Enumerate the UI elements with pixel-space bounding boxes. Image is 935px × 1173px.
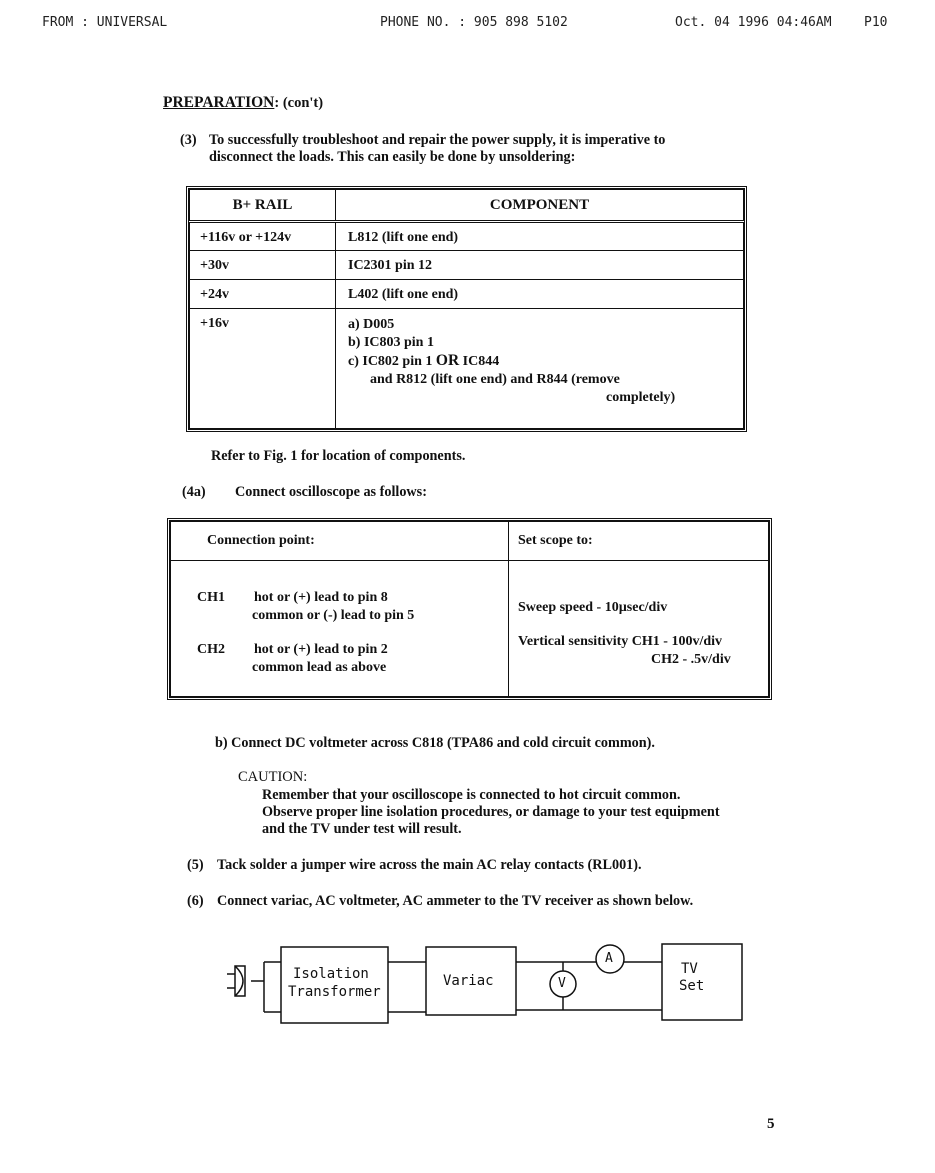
component-cell: L812 (lift one end)	[336, 222, 744, 251]
component-line: c) IC802 pin 1 OR IC844	[348, 352, 500, 369]
ch2-line2: common lead as above	[252, 660, 387, 675]
table2-header-connection: Connection point:	[171, 522, 509, 561]
component-cell: L402 (lift one end)	[336, 280, 744, 309]
voltmeter-label: V	[558, 976, 566, 991]
table-row	[190, 309, 744, 429]
ch2-label: CH2	[197, 642, 225, 657]
isolation-label-2: Transformer	[288, 984, 381, 1000]
oscilloscope-table	[167, 518, 772, 700]
component-line: and R812 (lift one end) and R844 (remove	[370, 372, 620, 387]
ammeter-label: A	[605, 951, 613, 966]
step3-line1: To successfully troubleshoot and repair the power supply, it is imperative to	[209, 132, 666, 148]
step6-text: Connect variac, AC voltmeter, AC ammeter to the TV receiver as shown below.	[217, 893, 694, 909]
rail-cell: +30v	[190, 251, 336, 280]
step5-number: (5)	[187, 857, 204, 873]
table1-header-rail: B+ RAIL	[190, 190, 336, 222]
fax-from: FROM : UNIVERSAL	[42, 15, 168, 30]
caution-line2: Observe proper line isolation procedures, or damage to your test equipment	[262, 804, 720, 820]
caution-line3: and the TV under test will result.	[262, 821, 462, 837]
component-line: a) D005	[348, 317, 395, 332]
ch1-line2: common or (-) lead to pin 5	[252, 608, 415, 623]
component-cell: IC2301 pin 12	[336, 251, 744, 280]
scope-settings-cell	[509, 561, 769, 697]
step4b-text: b) Connect DC voltmeter across C818 (TPA86 and cold circuit common).	[215, 735, 655, 751]
isolation-label-1: Isolation	[293, 966, 369, 982]
b-rail-table	[186, 186, 747, 432]
component-line: b) IC803 pin 1	[348, 335, 434, 350]
step4a-text: Connect oscilloscope as follows:	[235, 484, 427, 500]
component-cell	[336, 309, 744, 429]
step6-number: (6)	[187, 893, 204, 909]
step3-line2: disconnect the loads. This can easily be done by unsoldering:	[209, 149, 576, 165]
ch1-line1: hot or (+) lead to pin 8	[254, 590, 388, 605]
vertical-sensitivity-ch1: Vertical sensitivity CH1 - 100v/div	[518, 634, 723, 649]
fax-page: P10	[864, 15, 888, 30]
page-heading	[163, 93, 323, 112]
variac-label: Variac	[443, 973, 494, 989]
sweep-speed: Sweep speed - 10µsec/div	[518, 600, 668, 615]
table-row	[190, 251, 744, 280]
connection-cell	[171, 561, 509, 697]
caution-title: CAUTION:	[238, 769, 308, 785]
step4a-number: (4a)	[182, 484, 206, 500]
or-keyword: OR	[435, 352, 460, 369]
vertical-sensitivity-ch2: CH2 - .5v/div	[651, 652, 731, 667]
page-number: 5	[767, 1116, 775, 1132]
fax-phone: PHONE NO. : 905 898 5102	[380, 15, 568, 30]
heading-title: PREPARATION	[163, 94, 275, 111]
table-row	[190, 222, 744, 251]
step3-number: (3)	[180, 132, 197, 148]
rail-cell: +24v	[190, 280, 336, 309]
heading-suffix: : (con't)	[274, 95, 324, 111]
ch2-line1: hot or (+) lead to pin 2	[254, 642, 388, 657]
rail-cell: +116v or +124v	[190, 222, 336, 251]
table1-header-component: COMPONENT	[336, 190, 744, 222]
tv-label-2: Set	[679, 978, 705, 994]
rail-cell: +16v	[190, 309, 336, 429]
step5-text: Tack solder a jumper wire across the main AC relay contacts (RL001).	[217, 857, 642, 873]
component-line: completely)	[606, 390, 676, 405]
table2-header-scope: Set scope to:	[509, 522, 769, 561]
refer-note: Refer to Fig. 1 for location of components.	[211, 448, 466, 464]
wiring-diagram	[215, 922, 815, 1052]
tv-label-1: TV	[681, 961, 698, 977]
ch1-label: CH1	[197, 590, 225, 605]
table-row	[190, 280, 744, 309]
caution-line1: Remember that your oscilloscope is connected to hot circuit common.	[262, 787, 681, 803]
fax-date: Oct. 04 1996 04:46AM	[675, 15, 832, 30]
